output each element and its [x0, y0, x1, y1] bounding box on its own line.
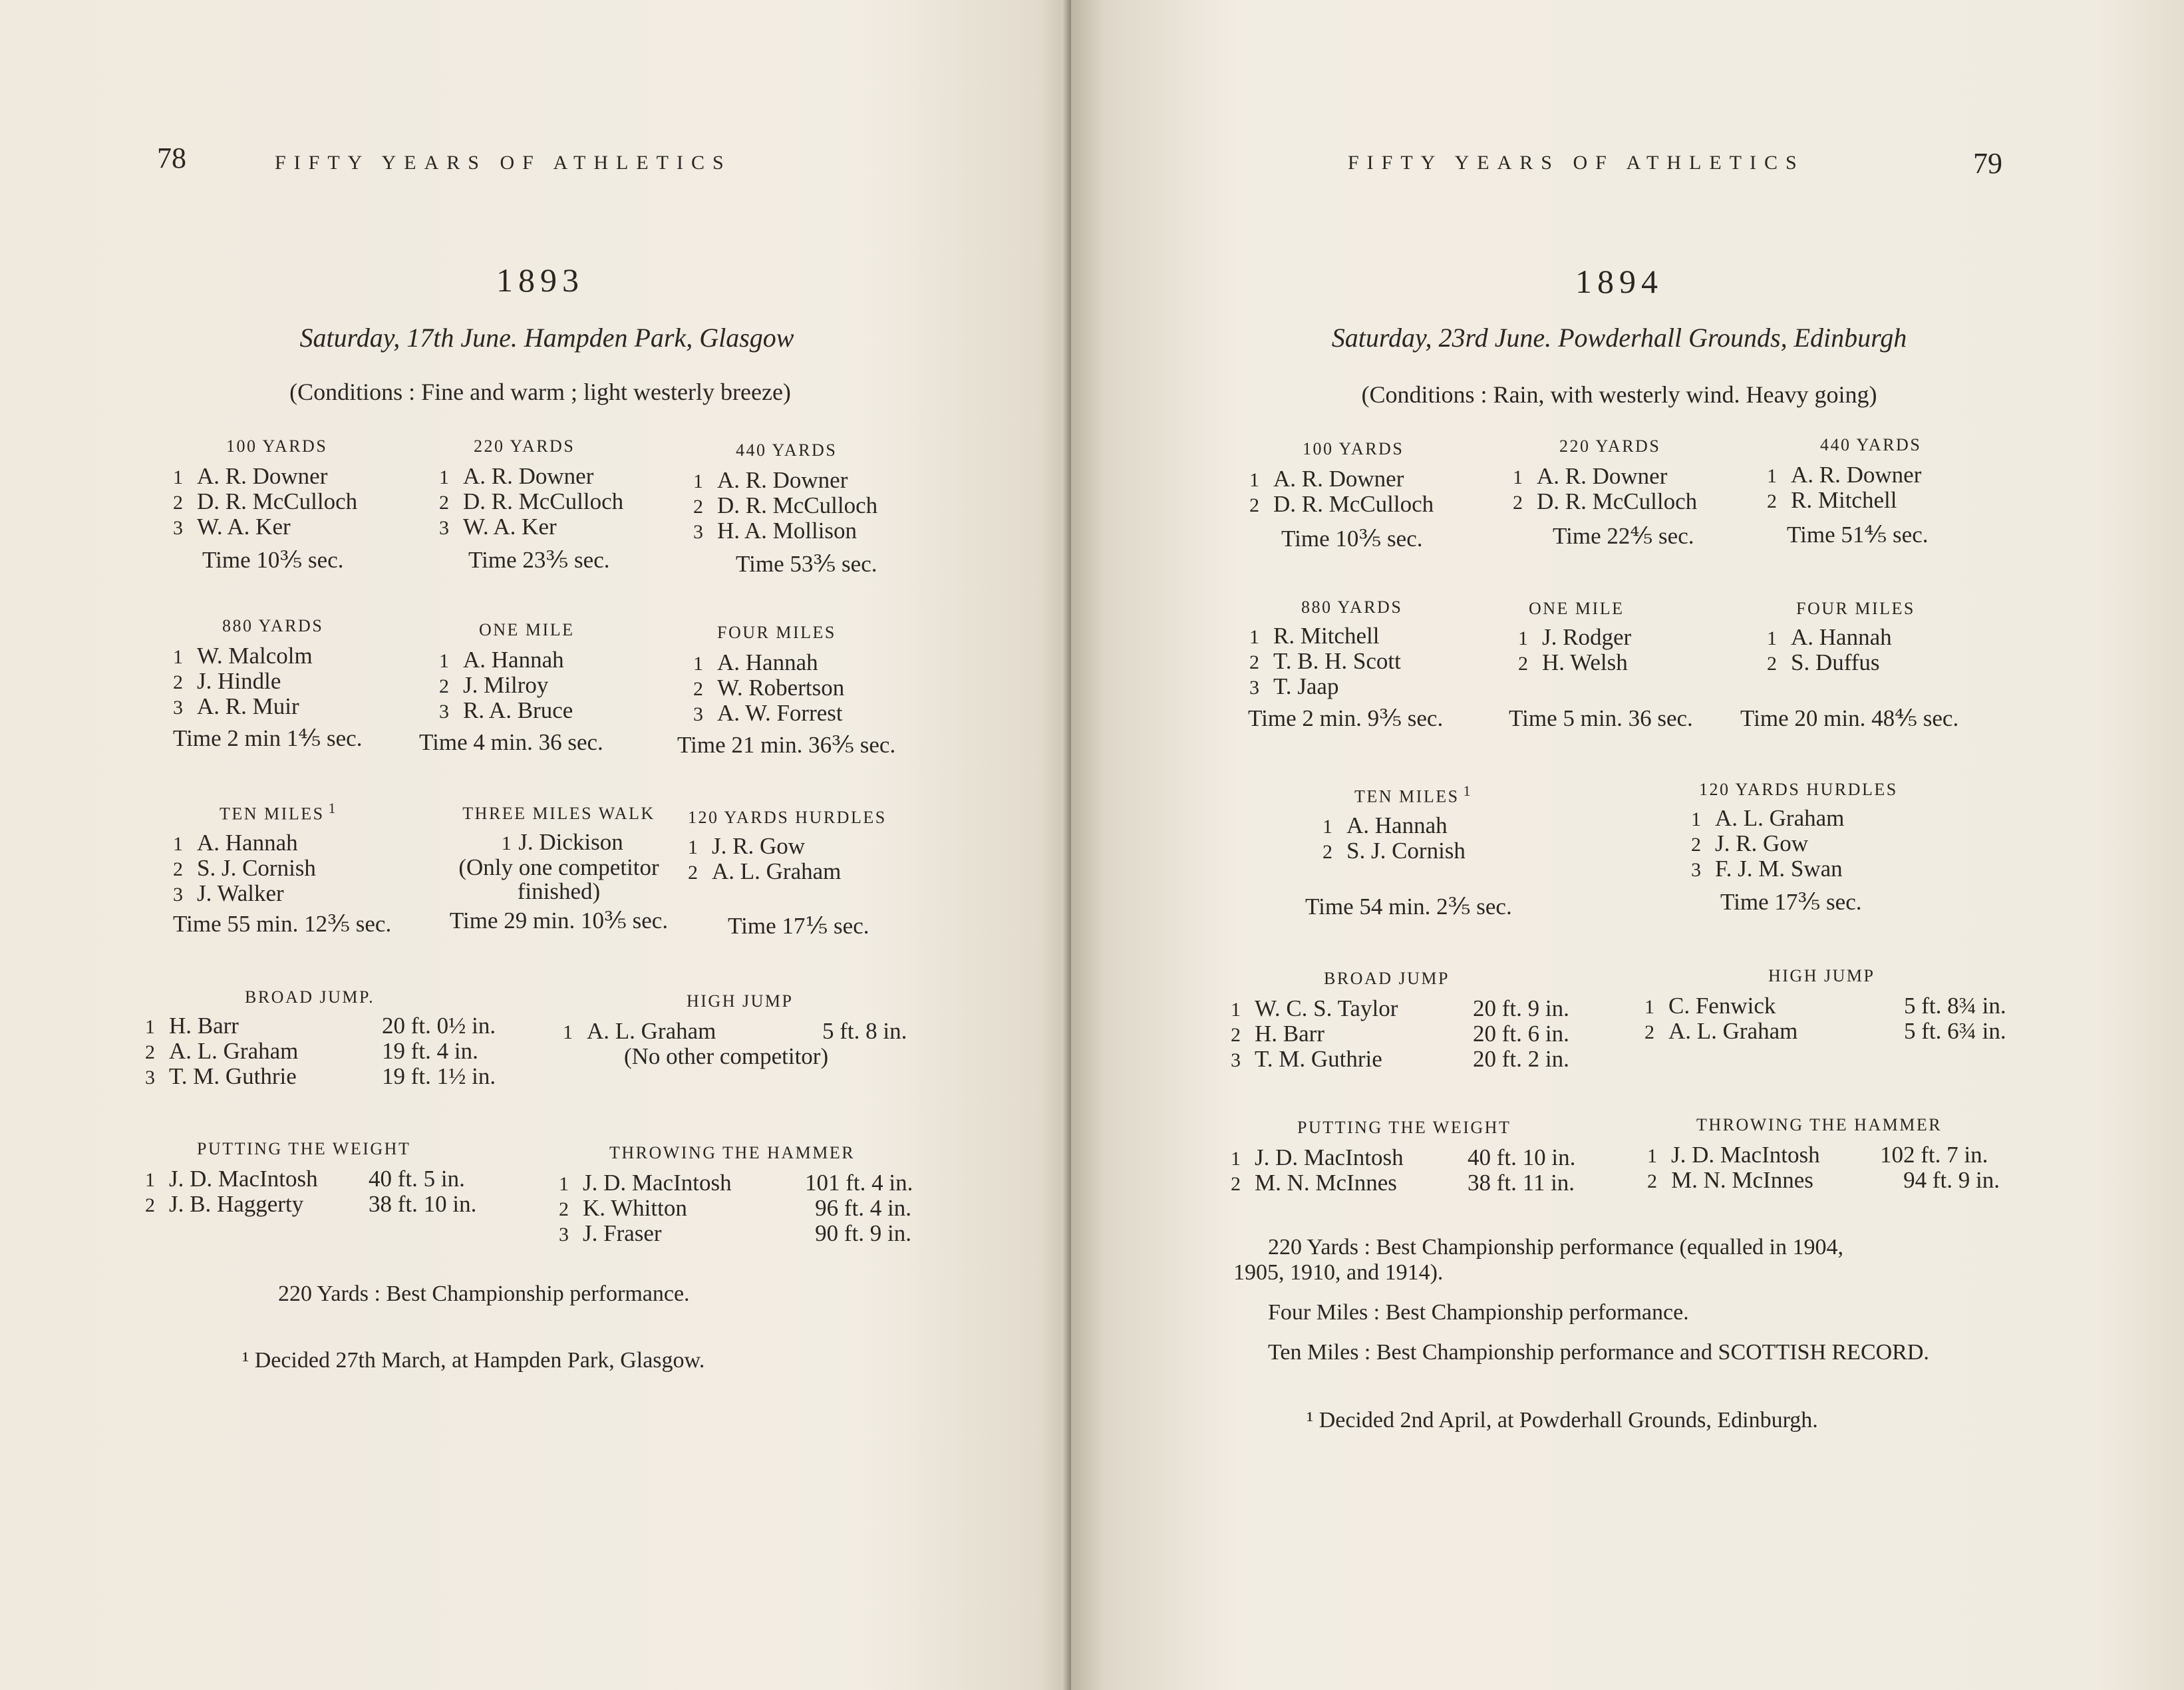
entry: 2 T. B. H. Scott: [1249, 648, 1401, 674]
event-title: TEN MILES $^1$: [220, 800, 338, 824]
entry: 2 S. Duffus: [1767, 649, 1880, 675]
entry: 3 A. R. Muir: [173, 693, 299, 719]
entry: 2 D. R. McCulloch: [693, 492, 878, 518]
entry: 1 J. D. MacIntosh 40 ft. 5 in.: [145, 1166, 465, 1192]
event-throwing-the-hammer: [559, 1143, 913, 1247]
entry: 3 J. Walker: [173, 880, 284, 906]
event-title: 120 YARDS HURDLES: [688, 808, 887, 827]
entry: 2 K. Whitton 96 ft. 4 in.: [559, 1195, 911, 1221]
event-high-jump: [563, 991, 907, 1069]
right-page: [1071, 0, 2184, 1690]
event-putting-the-weight: [1231, 1118, 1575, 1196]
high-jump-note: (No other competitor): [624, 1043, 829, 1069]
event-ten-miles: [173, 800, 391, 937]
entry: 1 W. Malcolm: [173, 643, 313, 669]
left-page: [0, 0, 1071, 1690]
entry: 2 S. J. Cornish: [1323, 837, 1466, 864]
event-title: 880 YARDS: [1301, 597, 1403, 617]
event-title: 120 YARDS HURDLES: [1699, 780, 1898, 799]
entry: 1 A. R. Downer: [1249, 466, 1404, 492]
entry: 2 J. Milroy: [439, 672, 549, 698]
entry: 2 M. N. McInnes 38 ft. 11 in.: [1231, 1170, 1575, 1196]
event-time: Time 20 min. 48⅘ sec.: [1740, 705, 1959, 731]
entry: 1 A. R. Downer: [439, 463, 594, 489]
entry: 3 H. A. Mollison: [693, 518, 858, 544]
event-title: THREE MILES WALK: [462, 804, 655, 823]
event-time: Time 2 min 1⅘ sec.: [173, 725, 363, 751]
event-time: Time 17⅗ sec.: [1720, 889, 1862, 915]
entry: 1 A. R. Downer: [1513, 463, 1668, 489]
event-220-yards: [1513, 436, 1697, 550]
event-one-mile: [1509, 599, 1693, 732]
event-title: PUTTING THE WEIGHT: [1297, 1118, 1511, 1137]
event-880-yards: [1249, 597, 1443, 732]
event-three-miles-walk: [439, 804, 679, 934]
event-title: 100 YARDS: [226, 436, 328, 456]
event-440-yards: [693, 440, 877, 578]
entry: 1 J. D. MacIntosh 101 ft. 4 in.: [559, 1170, 913, 1196]
meeting-date-venue: Saturday, 17th June. Hampden Park, Glasgow: [299, 323, 794, 353]
event-putting-the-weight: [145, 1139, 476, 1218]
entry: 3 T. M. Guthrie 19 ft. 1½ in.: [145, 1063, 496, 1089]
event-880-yards: [173, 616, 362, 752]
event-title: 440 YARDS: [1820, 435, 1922, 454]
event-title: HIGH JUMP: [687, 991, 794, 1011]
event-time: Time 10⅗ sec.: [202, 547, 344, 573]
entry: 3 R. A. Bruce: [439, 697, 573, 723]
event-four-miles: [1740, 599, 1959, 732]
entry: 2 D. R. McCulloch: [439, 488, 624, 514]
event-time: Time 17⅕ sec.: [728, 913, 869, 939]
event-time: Time 53⅗ sec.: [736, 551, 877, 577]
entry: 1 A. Hannah: [1323, 812, 1448, 838]
entry: 2 R. Mitchell: [1767, 487, 1897, 513]
event-title: BROAD JUMP.: [245, 987, 375, 1007]
year-heading: 1893: [496, 261, 584, 299]
event-four-miles: [677, 623, 896, 759]
entry: 2 W. Robertson: [693, 675, 845, 701]
footnote-marker: 1: [328, 800, 338, 816]
event-title: TEN MILES $^1$: [1354, 782, 1473, 806]
event-440-yards: [1767, 435, 1929, 548]
year-heading: 1894: [1575, 263, 1663, 300]
entry: 1 A. R. Downer: [1767, 462, 1922, 488]
event-title: FOUR MILES: [717, 623, 836, 642]
event-title: 100 YARDS: [1303, 439, 1404, 458]
footnote-marker: 1: [1463, 782, 1473, 799]
event-100-yards: [173, 436, 357, 574]
event-time: Time 54 min. 2⅗ sec.: [1305, 893, 1512, 920]
running-head: FIFTY YEARS OF ATHLETICS: [275, 152, 732, 174]
event-120-yards-hurdles: [688, 808, 887, 939]
page-number: 78: [157, 142, 186, 174]
event-time: Time 23⅗ sec.: [468, 547, 610, 573]
entry: 2 A. L. Graham 5 ft. 6¾ in.: [1644, 1018, 2006, 1044]
entry: 1 A. L. Graham 5 ft. 8 in.: [563, 1018, 907, 1044]
event-title: PUTTING THE WEIGHT: [197, 1139, 411, 1158]
event-time: Time 10⅗ sec.: [1281, 526, 1423, 552]
event-title: THROWING THE HAMMER: [1696, 1115, 1943, 1134]
page-number: 79: [1973, 147, 2002, 180]
event-title: ONE MILE: [479, 620, 575, 639]
entry: 2 J. Hindle: [173, 668, 281, 694]
entry: 1 J. Rodger: [1518, 624, 1632, 650]
entry: 2 H. Welsh: [1518, 649, 1628, 675]
entry: 1 H. Barr 20 ft. 0½ in.: [145, 1013, 496, 1039]
entry: 3 T. M. Guthrie 20 ft. 2 in.: [1231, 1046, 1569, 1072]
entry: 1 J. Dickison: [501, 829, 623, 855]
entry: 1 A. Hannah: [439, 647, 564, 673]
event-time: Time 5 min. 36 sec.: [1509, 705, 1693, 731]
entry: 1 J. D. MacIntosh 40 ft. 10 in.: [1231, 1144, 1576, 1170]
event-time: Time 55 min. 12⅗ sec.: [173, 910, 392, 937]
entry: 1 A. Hannah: [173, 829, 298, 856]
event-time: Time 51⅘ sec.: [1787, 522, 1929, 548]
event-time: Time 4 min. 36 sec.: [419, 729, 603, 755]
entry: 2 H. Barr 20 ft. 6 in.: [1231, 1021, 1569, 1047]
entry: 1 A. L. Graham: [1691, 805, 1845, 831]
walk-note: (Only one competitor: [458, 854, 659, 880]
running-head: FIFTY YEARS OF ATHLETICS: [1348, 152, 1805, 174]
event-time: Time 29 min. 10⅗ sec.: [449, 908, 669, 933]
event-title: FOUR MILES: [1796, 599, 1915, 618]
note-220-yards-cont: 1905, 1910, and 1914).: [1233, 1260, 1444, 1285]
event-120-yards-hurdles: [1691, 780, 1898, 916]
entry: 3 T. Jaap: [1249, 673, 1339, 699]
meeting-date-venue: Saturday, 23rd June. Powderhall Grounds, Edinburgh: [1331, 323, 1907, 353]
event-100-yards: [1249, 439, 1434, 552]
footnote: ¹ Decided 27th March, at Hampden Park, Glasgow.: [242, 1348, 705, 1373]
entry: 3 A. W. Forrest: [693, 700, 843, 726]
note-220-yards: 220 Yards : Best Championship performance.: [278, 1281, 690, 1306]
conditions: (Conditions : Rain, with westerly wind. Heavy going): [1361, 381, 1877, 408]
entry: 3 W. A. Ker: [173, 514, 291, 540]
event-title: 220 YARDS: [1559, 436, 1661, 456]
note-four-miles: Four Miles : Best Championship performance.: [1268, 1300, 1689, 1325]
entry: 1 A. Hannah: [693, 649, 818, 675]
event-title: BROAD JUMP: [1324, 969, 1450, 988]
event-broad-jump: [1231, 969, 1569, 1073]
event-title: 440 YARDS: [736, 440, 838, 460]
event-time: Time 2 min. 9⅗ sec.: [1248, 705, 1444, 731]
entry: 3 F. J. M. Swan: [1691, 856, 1843, 882]
conditions: (Conditions : Fine and warm ; light westerly breeze): [289, 379, 791, 405]
entry: 1 A. Hannah: [1767, 624, 1892, 650]
entry: 2 J. R. Gow: [1691, 830, 1809, 856]
entry: 2 A. L. Graham 19 ft. 4 in.: [145, 1038, 478, 1064]
entry: 2 A. L. Graham: [688, 858, 842, 884]
entry: 2 M. N. McInnes 94 ft. 9 in.: [1647, 1167, 2000, 1193]
footnote: ¹ Decided 2nd April, at Powderhall Grounds, Edinburgh.: [1307, 1408, 1818, 1433]
entry: 1 J. R. Gow: [688, 833, 806, 859]
event-220-yards: [439, 436, 623, 574]
note-ten-miles: Ten Miles : Best Championship performance and SCOTTISH RECORD.: [1268, 1340, 1929, 1365]
entry: 1 W. C. S. Taylor 20 ft. 9 in.: [1231, 995, 1569, 1021]
entry: 2 D. R. McCulloch: [1513, 488, 1698, 514]
entry: 1 C. Fenwick 5 ft. 8¾ in.: [1644, 993, 2006, 1019]
event-title: 880 YARDS: [222, 616, 324, 635]
entry: 1 A. R. Downer: [173, 463, 328, 489]
entry: 2 D. R. McCulloch: [1249, 491, 1434, 517]
event-throwing-the-hammer: [1647, 1115, 2000, 1194]
entry: 1 A. R. Downer: [693, 467, 848, 493]
event-broad-jump: [145, 987, 496, 1090]
event-one-mile: [419, 620, 603, 756]
entry: 1 R. Mitchell: [1249, 623, 1380, 649]
event-title: ONE MILE: [1529, 599, 1625, 618]
event-time: Time 21 min. 36⅗ sec.: [677, 732, 896, 758]
walk-note: finished): [517, 878, 601, 904]
entry: 2 J. B. Haggerty 38 ft. 10 in.: [145, 1191, 477, 1217]
entry: 2 D. R. McCulloch: [173, 488, 358, 514]
entry: 2 S. J. Cornish: [173, 854, 316, 881]
event-title: 220 YARDS: [474, 436, 575, 456]
event-high-jump: [1644, 966, 2006, 1045]
event-ten-miles: [1305, 782, 1512, 920]
entry: 1 J. D. MacIntosh 102 ft. 7 in.: [1647, 1142, 1988, 1168]
event-title: THROWING THE HAMMER: [609, 1143, 856, 1162]
entry: 3 J. Fraser 90 ft. 9 in.: [559, 1220, 911, 1246]
event-title: HIGH JUMP: [1768, 966, 1875, 985]
note-220-yards: 220 Yards : Best Championship performance (equalled in 1904,: [1268, 1235, 1843, 1260]
event-time: Time 22⅘ sec.: [1553, 523, 1694, 549]
entry: 3 W. A. Ker: [439, 514, 557, 540]
